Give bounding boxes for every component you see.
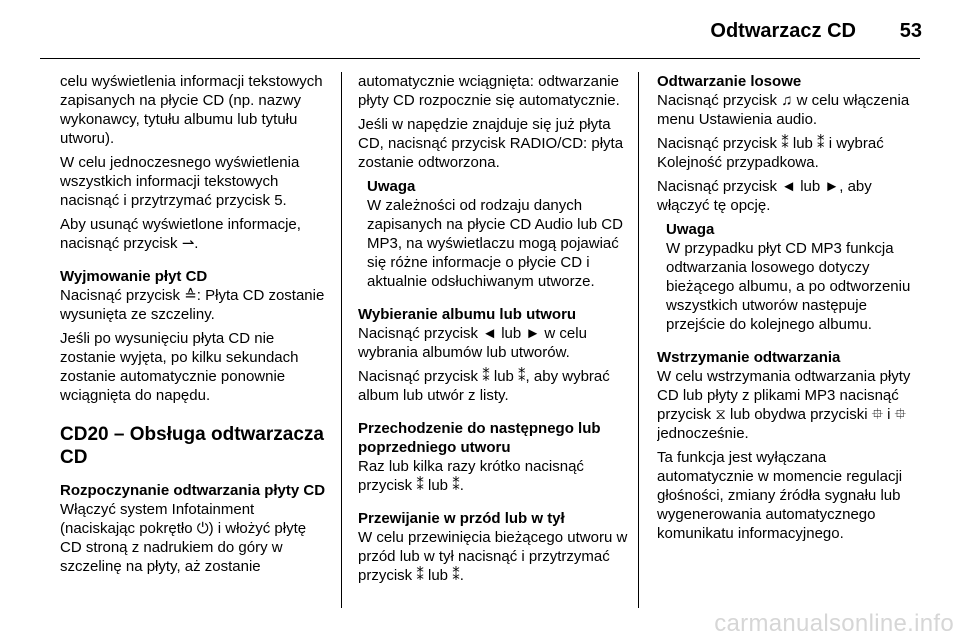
column-3 [657,72,927,608]
section-heading: Odtwarzanie losowe [657,73,802,90]
page-title: Odtwarzacz CD [710,20,856,42]
paragraph: W celu przewinięcia bieżącego utworu w przód lub w tył nacisnąć i przytrzymać przycisk ⁑ lub ⁑. [358,529,628,584]
paragraph: W celu wstrzymania odtwarzania płyty CD lub płyty z plikami MP3 nacisnąć przycisk ⧖ lub obydwa przyciski ⯐ i ⯐ jednocześnie. [657,368,911,442]
paragraph: Nacisnąć przycisk ⁑ lub ⁑ i wybrać Kolejność przypadkowa. [657,135,884,171]
paragraph: celu wyświetlenia informacji tekstowych zapisanych na płycie CD (np. nazwy wykonawcy, tytułu albumu lub tytułu utworu). [60,73,323,147]
section-heading: Wstrzymanie odtwarzania [657,349,841,366]
paragraph: Aby usunąć wyświetlone informacje, nacisnąć przycisk ⇀. [60,216,301,252]
paragraph: Raz lub kilka razy krótko nacisnąć przycisk ⁑ lub ⁑. [358,458,584,494]
section-heading: Przechodzenie do następnego lub poprzedniego utworu [358,420,601,456]
paragraph: Nacisnąć przycisk ♫ w celu włączenia menu Ustawienia audio. [657,92,910,128]
paragraph: Nacisnąć przycisk ⁑ lub ⁑, aby wybrać album lub utwór z listy. [358,368,610,404]
paragraph: Nacisnąć przycisk ◄ lub ► w celu wybrania albumów lub utworów. [358,325,587,361]
paragraph: Jeśli po wysunięciu płyta CD nie zostanie wyjęta, po kilku sekundach zostanie automatycznie ponownie wciągnięta do napędu. [60,330,299,404]
note-box [367,177,628,291]
paragraph: Włączyć system Infotainment (naciskając pokrętło ⏻) i włożyć płytę CD stroną z nadrukiem do góry w szczelinę na płyty, aż zostanie [60,501,307,575]
note-text: W przypadku płyt CD MP3 funkcja odtwarzania losowego dotyczy bieżącego albumu, a po odtworzeniu wszystkich utworów następuje przejście do kolejnego albumu. [666,240,911,333]
section-heading: Przewijanie w przód lub w tył [358,510,565,527]
note-box [666,220,927,334]
note-label: Uwaga [367,178,416,195]
paragraph: W celu jednoczesnego wyświetlenia wszystkich informacji tekstowych nacisnąć i przytrzymać przycisk 5. [60,154,300,209]
header-rule [40,58,920,59]
section-heading: Wyjmowanie płyt CD [60,268,208,285]
watermark: carmanualsonline.info [714,610,954,637]
column-1 [60,72,330,608]
column-divider [638,72,639,608]
paragraph: Nacisnąć przycisk ◄ lub ►, aby włączyć tę opcję. [657,178,872,214]
paragraph: automatycznie wciągnięta: odtwarzanie płyty CD rozpocznie się automatycznie. [358,73,620,109]
note-text: W zależności od rodzaju danych zapisanych na płycie CD Audio lub CD MP3, na wyświetlaczu mogą pojawiać się różne informacje o płycie CD i aktualnie odsłuchiwanym utworze. [367,197,623,290]
column-2 [358,72,628,608]
paragraph: Ta funkcja jest wyłączana automatycznie w momencie regulacji głośności, zmiany źródła sygnału lub wygenerowania automatycznego komunikatu informacyjnego. [657,449,903,542]
paragraph: Nacisnąć przycisk ≙: Płyta CD zostanie wysunięta ze szczeliny. [60,287,325,323]
note-label: Uwaga [666,221,715,238]
section-heading: Rozpoczynanie odtwarzania płyty CD [60,482,326,499]
chapter-heading: CD20 – Obsługa odtwarzacza CD [60,424,324,468]
column-divider [341,72,342,608]
paragraph: Jeśli w napędzie znajduje się już płyta CD, nacisnąć przycisk RADIO/CD: płyta zostanie odtworzona. [358,116,624,171]
page-number: 53 [899,20,922,42]
section-heading: Wybieranie albumu lub utworu [358,306,577,323]
